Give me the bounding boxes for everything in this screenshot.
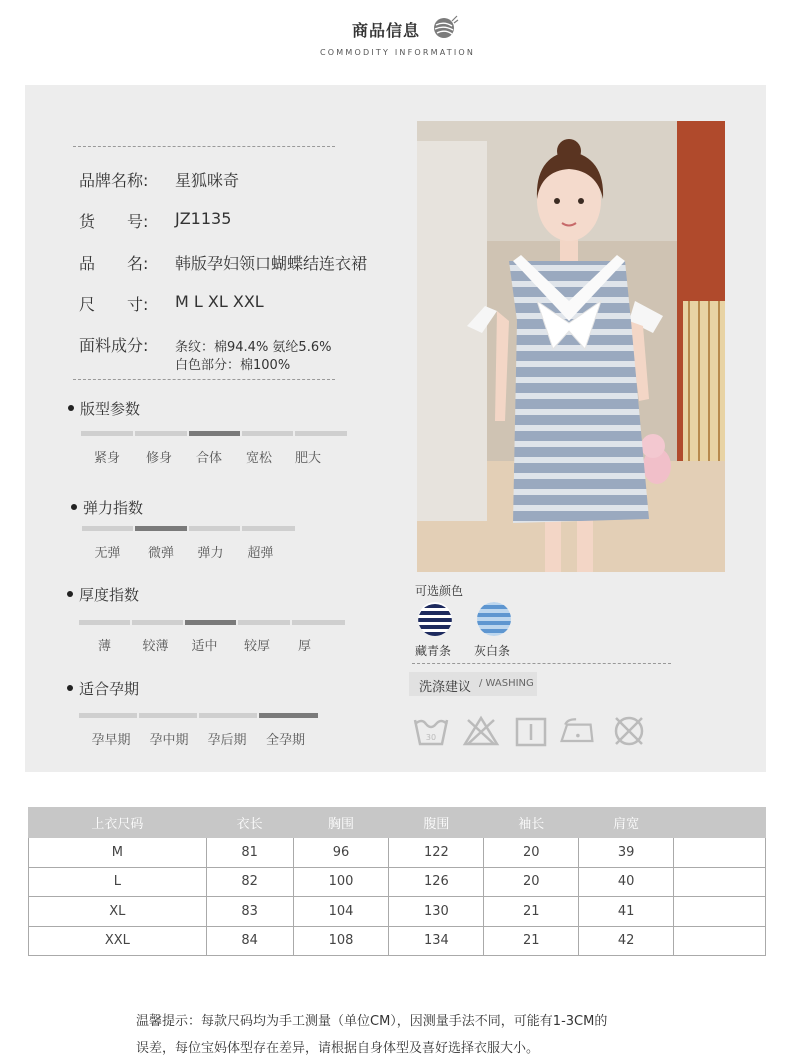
param-bar: [238, 620, 290, 625]
table-cell: 21: [484, 926, 579, 956]
param-title-elasticity: 弹力指数: [71, 497, 143, 518]
info-value-2: 白色部分：棉100%: [175, 358, 291, 373]
param-bar: [82, 526, 133, 531]
section-title: 商品信息: [352, 21, 421, 40]
param-option: 适中: [191, 639, 218, 654]
no-dry-clean-icon: [610, 714, 648, 748]
param-title-fit: 版型参数: [68, 398, 140, 419]
size-table-header: [29, 808, 766, 838]
table-cell: [674, 897, 766, 927]
param-option: 孕中期: [149, 733, 189, 748]
note-line-2: 误差，每位宝妈体型存在差异，请根据自身体型及喜好选择衣服大小。: [136, 1041, 540, 1056]
color-label: 藏青条: [415, 644, 452, 658]
washing-subtitle: / WASHING: [479, 678, 534, 689]
param-bar: [292, 620, 345, 625]
param-option: 孕后期: [207, 733, 247, 748]
param-option: 肥大: [294, 451, 321, 466]
param-title-pregnancy: 适合孕期: [67, 678, 139, 699]
param-title-thickness: 厚度指数: [67, 584, 139, 605]
param-bar: [242, 431, 293, 436]
line-dry-icon: [512, 714, 550, 748]
param-bar: [132, 620, 183, 625]
table-cell: 126: [389, 867, 484, 897]
table-cell: 82: [206, 867, 293, 897]
param-option: 薄: [97, 639, 111, 654]
param-bar-selected: [189, 431, 240, 436]
no-bleach-icon: [462, 714, 500, 748]
info-label: 面料成分:: [79, 336, 149, 355]
param-option: 合体: [195, 451, 222, 466]
table-cell: 134: [389, 926, 484, 956]
param-option: 紧身: [93, 451, 120, 466]
table-row: [29, 926, 766, 956]
param-bar: [135, 431, 187, 436]
section-subtitle: COMMODITY INFORMATION: [320, 48, 476, 57]
table-row: [29, 838, 766, 868]
svg-text:30: 30: [425, 733, 437, 742]
table-cell: 96: [293, 838, 389, 868]
param-bar: [79, 713, 137, 718]
size-cell: M: [29, 838, 207, 868]
info-value: M L XL XXL: [175, 292, 264, 311]
table-cell: [674, 926, 766, 956]
param-option: 弹力: [197, 546, 224, 561]
info-value: 条纹：棉94.4% 氨纶5.6%: [175, 340, 332, 355]
table-cell: 41: [579, 897, 674, 927]
param-bar-selected: [259, 713, 318, 718]
color-label: 灰白条: [474, 644, 511, 658]
param-bar-selected: [135, 526, 187, 531]
param-option: 超弹: [247, 546, 274, 561]
size-cell: XL: [29, 897, 207, 927]
wash-30-icon: [412, 714, 450, 748]
param-option: 微弹: [147, 546, 174, 561]
color-swatch-blue[interactable]: [477, 602, 511, 636]
size-cell: XXL: [29, 926, 207, 956]
param-option: 厚: [297, 639, 311, 654]
param-bar: [295, 431, 347, 436]
table-cell: 40: [579, 867, 674, 897]
param-bar: [139, 713, 197, 718]
divider: [412, 663, 671, 664]
info-value: JZ1135: [175, 209, 232, 228]
param-option: 较薄: [142, 639, 169, 654]
yarn-ball-icon: [433, 14, 459, 40]
table-cell: 39: [579, 838, 674, 868]
col-header: [674, 808, 766, 838]
table-cell: 83: [206, 897, 293, 927]
size-table: [28, 807, 766, 956]
table-cell: 104: [293, 897, 389, 927]
param-bar: [189, 526, 240, 531]
divider: [73, 379, 335, 380]
info-value: 星狐咪奇: [175, 171, 240, 190]
table-cell: 100: [293, 867, 389, 897]
param-bar: [242, 526, 295, 531]
param-option: 宽松: [245, 451, 272, 466]
param-bar: [81, 431, 133, 436]
param-bar-selected: [185, 620, 236, 625]
table-cell: 21: [484, 897, 579, 927]
colors-title: 可选颜色: [415, 584, 464, 598]
section-header: [0, 0, 790, 80]
param-option: 全孕期: [265, 733, 305, 748]
param-bar: [199, 713, 257, 718]
info-label: 货 号:: [79, 212, 149, 231]
color-swatch-navy[interactable]: [418, 602, 452, 636]
col-header: 衣长: [206, 808, 293, 838]
table-cell: 42: [579, 926, 674, 956]
size-cell: L: [29, 867, 207, 897]
info-label: 尺 寸:: [79, 295, 149, 314]
table-cell: 84: [206, 926, 293, 956]
param-option: 无弹: [94, 546, 121, 561]
table-cell: 122: [389, 838, 484, 868]
note-line-1: 温馨提示：每款尺码均为手工测量（单位CM），因测量手法不同，可能有1-3CM的: [136, 1014, 608, 1029]
param-option: 修身: [145, 451, 172, 466]
iron-low-icon: [558, 714, 596, 748]
divider: [73, 146, 335, 147]
col-header: 袖长: [484, 808, 579, 838]
col-header: 腹围: [389, 808, 484, 838]
info-label: 品 名:: [79, 254, 149, 273]
col-header: 上衣尺码: [29, 808, 207, 838]
param-option: 较厚: [243, 639, 270, 654]
table-cell: [674, 867, 766, 897]
param-bar: [79, 620, 130, 625]
table-cell: 20: [484, 867, 579, 897]
table-row: [29, 897, 766, 927]
info-value: 韩版孕妇领口蝴蝶结连衣裙: [175, 254, 368, 273]
table-row: [29, 867, 766, 897]
table-cell: [674, 838, 766, 868]
table-cell: 20: [484, 838, 579, 868]
col-header: 肩宽: [579, 808, 674, 838]
param-option: 孕早期: [91, 733, 131, 748]
table-cell: 130: [389, 897, 484, 927]
product-photo: [417, 121, 725, 572]
col-header: 胸围: [293, 808, 389, 838]
washing-header: [409, 672, 537, 696]
info-label: 品牌名称:: [79, 171, 149, 190]
table-cell: 108: [293, 926, 389, 956]
table-cell: 81: [206, 838, 293, 868]
washing-title: 洗涤建议: [419, 680, 472, 695]
